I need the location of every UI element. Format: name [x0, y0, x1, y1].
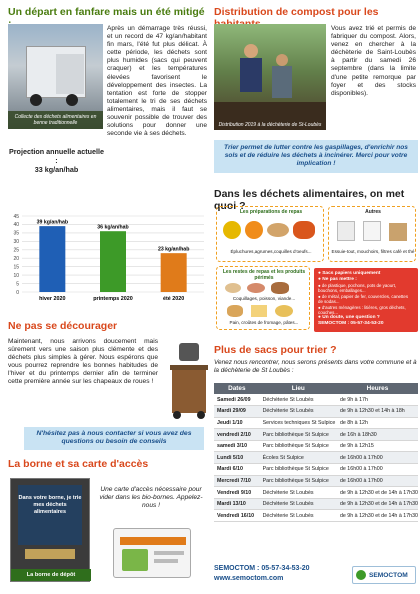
- food-prep-box: [216, 206, 324, 262]
- category-label: printemps 2020: [93, 296, 133, 302]
- food-prep-title: Les préparations de repas: [239, 209, 303, 215]
- cell-place: Déchèterie St Loubès: [260, 510, 337, 522]
- section2-paragraph: Maintenant, nous arrivons doucement mais sûrement vers une saison plus clémente et des déchets plus simples à gérer. Nous espérons que vous pourrez reprendre les bonnes habitudes de l'hiver et du printemps dernier afin de terminer cette première année sur les chapeaux de roues !: [8, 338, 158, 386]
- cell-hours: de 8h à 12h: [337, 417, 418, 429]
- food-prep-caption: Épluchures,agrumes,coquilles d'oeufs...: [230, 249, 312, 254]
- cell-place: Écoles St Sulpice: [260, 452, 337, 464]
- table-row: [214, 452, 418, 464]
- leftovers-box: [216, 266, 310, 330]
- table-header-dates: Dates: [214, 383, 260, 394]
- compost-photo-caption: Distribution 2019 à la déchèterie de St-Loubès: [218, 122, 322, 128]
- cell-date: Mardi 6/10: [214, 464, 260, 476]
- cell-date: Mercredi 7/10: [214, 475, 260, 487]
- cell-hours: de 9h à 12h30 et de 14h à 17h30: [337, 487, 418, 499]
- section-title-compost: Distribution de compost pour les: [214, 6, 379, 18]
- cell-place: Déchèterie St Loubès: [260, 394, 337, 406]
- table-row: [214, 487, 418, 499]
- table-row: [214, 510, 418, 522]
- cell-date: Lundi 5/10: [214, 452, 260, 464]
- logo-mark-icon: [356, 570, 366, 580]
- cell-date: vendredi 2/10: [214, 429, 260, 441]
- y-tick-label: 25: [13, 247, 19, 254]
- cell-hours: de 9h à 12h30 et de 14h à 17h30: [337, 498, 418, 510]
- rule-item-6: ● Un doute, une question ?: [318, 315, 380, 321]
- y-tick-label: 10: [13, 272, 19, 279]
- borne-photo: [10, 478, 90, 582]
- card-text: Une carte d'accès nécessaire pour vider dans les bio-bornes. Appelez-nous !: [99, 486, 203, 510]
- cell-hours: de 9h à 12h30 et 14h à 18h: [337, 406, 418, 418]
- projection-label: Projection annuelle actuelle :: [8, 147, 105, 165]
- leftovers-title: Les restes de repas et les produits périmés: [222, 269, 306, 281]
- table-row: [214, 475, 418, 487]
- y-tick-label: 15: [13, 264, 19, 271]
- schedule-body: [214, 394, 418, 522]
- y-tick-label: 5: [16, 281, 19, 288]
- cell-place: Déchèterie St Loubès: [260, 498, 337, 510]
- section-title-on-met-quoi: Dans les déchets alimentaires, on met quoi ?: [214, 188, 405, 212]
- rule-phone: SEMOCTOM : 05-57-34-53-20: [318, 321, 384, 327]
- projection-block: [8, 147, 105, 174]
- cell-hours: de 16h00 à 17h00: [337, 452, 418, 464]
- schedule-table-wrap: [214, 383, 418, 522]
- data-label: 36 kg/an/hab: [97, 224, 129, 231]
- category-label: hiver 2020: [39, 296, 66, 302]
- other-box-caption: Essuie-tout, mouchoirs, filtres café et thé: [331, 249, 415, 254]
- bar: [161, 253, 187, 292]
- cell-date: samedi 3/10: [214, 440, 260, 452]
- leftovers-caption-2: Pain, croûtes de fromage, pâtes...: [229, 320, 299, 325]
- cell-date: Jeudi 1/10: [214, 417, 260, 429]
- cell-hours: de 16h00 à 17h00: [337, 475, 418, 487]
- cell-date: Vendredi 16/10: [214, 510, 260, 522]
- y-tick-label: 20: [13, 256, 19, 263]
- truck-photo: [8, 24, 103, 129]
- cell-hours: de 16h à 18h30: [337, 429, 418, 441]
- y-tick-label: 30: [13, 239, 19, 246]
- bar: [39, 226, 65, 292]
- section1-paragraph: Après un démarrage très réussi, et un record de 47 kg/an/habitant fin mars, l'été fut plus délicat. À cette période, les déchets sont plus humides (sacs qui peuvent craquer) et les températures élevées favorisent le développement des insectes. La tentation est forte de stopper totalement le tri de ses déchets alimentaires, mais il faut se souvenir possible de trouver des solutions pour donner une seconde vie à ses déchets.: [107, 25, 207, 138]
- cell-hours: de 16h00 à 17h00: [337, 464, 418, 476]
- cell-place: Déchèterie St Loubès: [260, 406, 337, 418]
- footer-website[interactable]: www.semoctom.com: [214, 575, 284, 582]
- bar-chart: [8, 210, 208, 305]
- bin-illustration: [170, 343, 210, 421]
- leftovers-caption-1: Coquillages, poisson, viande...: [232, 296, 296, 301]
- cell-place: Déchèterie St Loubès: [260, 487, 337, 499]
- section6-intro: Venez nous rencontrer, nous serons présents dans votre commune et à la déchèterie de St Loubès :: [214, 359, 417, 374]
- table-row: [214, 464, 418, 476]
- data-label: 39 kg/an/hab: [36, 219, 69, 226]
- cell-date: Mardi 13/10: [214, 498, 260, 510]
- table-header-lieu: Lieu: [260, 383, 337, 394]
- cell-date: Mardi 29/09: [214, 406, 260, 418]
- rule-item-5: ● d'autres ménagères : litières, gros déchets, couches...: [318, 304, 406, 316]
- bar: [100, 231, 126, 292]
- borne-sign: Dans votre borne, je trie mes déchets alimentaires: [18, 485, 82, 545]
- logo-text: SEMOCTOM: [369, 571, 408, 579]
- table-row: [214, 417, 418, 429]
- footer: [214, 564, 418, 588]
- table-row: [214, 498, 418, 510]
- cell-place: Parc bibliothèque St Sulpice: [260, 440, 337, 452]
- cell-place: Parc bibliothèque St Sulpice: [260, 475, 337, 487]
- footer-phone: SEMOCTOM : 05-57-34-53-20: [214, 565, 310, 572]
- contact-callout: N'hésitez pas à nous contacter si vous avez des questions ou besoin de conseils: [24, 427, 204, 450]
- table-row: [214, 440, 418, 452]
- data-label: 23 kg/an/hab: [157, 246, 190, 253]
- rule-item-4: ● de métal, papier de fer, couvercles, canettes de sodas...: [318, 293, 409, 305]
- section-title-sacs: Plus de sacs pour trier ?: [214, 344, 337, 356]
- access-card: [113, 528, 191, 578]
- cell-place: Services techniques St Sulpice: [260, 417, 337, 429]
- table-header-heures: Heures: [337, 383, 418, 394]
- y-tick-label: 35: [13, 230, 19, 237]
- y-tick-label: 40: [13, 222, 19, 229]
- cell-hours: de 9h à 12h30 et de 14h à 17h30: [337, 510, 418, 522]
- other-box: [328, 206, 416, 262]
- compost-callout: Trier permet de lutter contre les gaspillages, d'enrichir nos sols et de réduire les déchets à incinérer. Merci pour votre implication !: [214, 140, 418, 173]
- table-row: [214, 429, 418, 441]
- table-row: [214, 394, 418, 406]
- cell-hours: de 9h à 17h: [337, 394, 418, 406]
- cell-date: Vendredi 9/10: [214, 487, 260, 499]
- rule-item-1: ● Sacs papiers uniquement: [318, 271, 381, 276]
- rule-item-3: ● de plastique, pochons, pots de yaourt, bouchons, emballages...: [318, 283, 397, 294]
- section-title-depart: Un départ en fanfare mais un été mitigé: [8, 6, 205, 18]
- y-tick-label: 0: [16, 289, 19, 296]
- cell-hours: de 9h à 12h15: [337, 440, 418, 452]
- schedule-table: [214, 383, 418, 522]
- section-title-borne: La borne et sa carte d'accès: [8, 458, 149, 470]
- table-row: [214, 406, 418, 418]
- cell-place: Parc bibliothèque St Sulpice: [260, 429, 337, 441]
- other-box-title: Autres: [365, 209, 381, 215]
- rule-item-2: ● Ne pas mettre :: [318, 277, 357, 282]
- borne-caption: La borne de dépôt: [11, 569, 91, 581]
- y-tick-label: 45: [13, 213, 19, 220]
- sorting-rules-box: [314, 268, 418, 332]
- compost-photo: [214, 24, 326, 130]
- projection-value: 33 kg/an/hab: [34, 165, 79, 174]
- cell-date: Samedi 26/09: [214, 394, 260, 406]
- semoctom-logo: [352, 566, 416, 584]
- section4-paragraph: Vous avez trié et permis de fabriquer du compost. Alors, venez en chercher à la déchèterie de Saint-Loubès à partir du samedi 26 septembre (dans la limite d'une petite remorque par foyer et des stocks disponibles).: [331, 25, 416, 97]
- cell-place: Parc bibliothèque St Sulpice: [260, 464, 337, 476]
- category-label: été 2020: [163, 296, 185, 302]
- section-title-decourager: Ne pas se décourager: [8, 320, 118, 332]
- truck-photo-caption: Collecte des déchets alimentaires en benne traditionnelle: [14, 114, 97, 126]
